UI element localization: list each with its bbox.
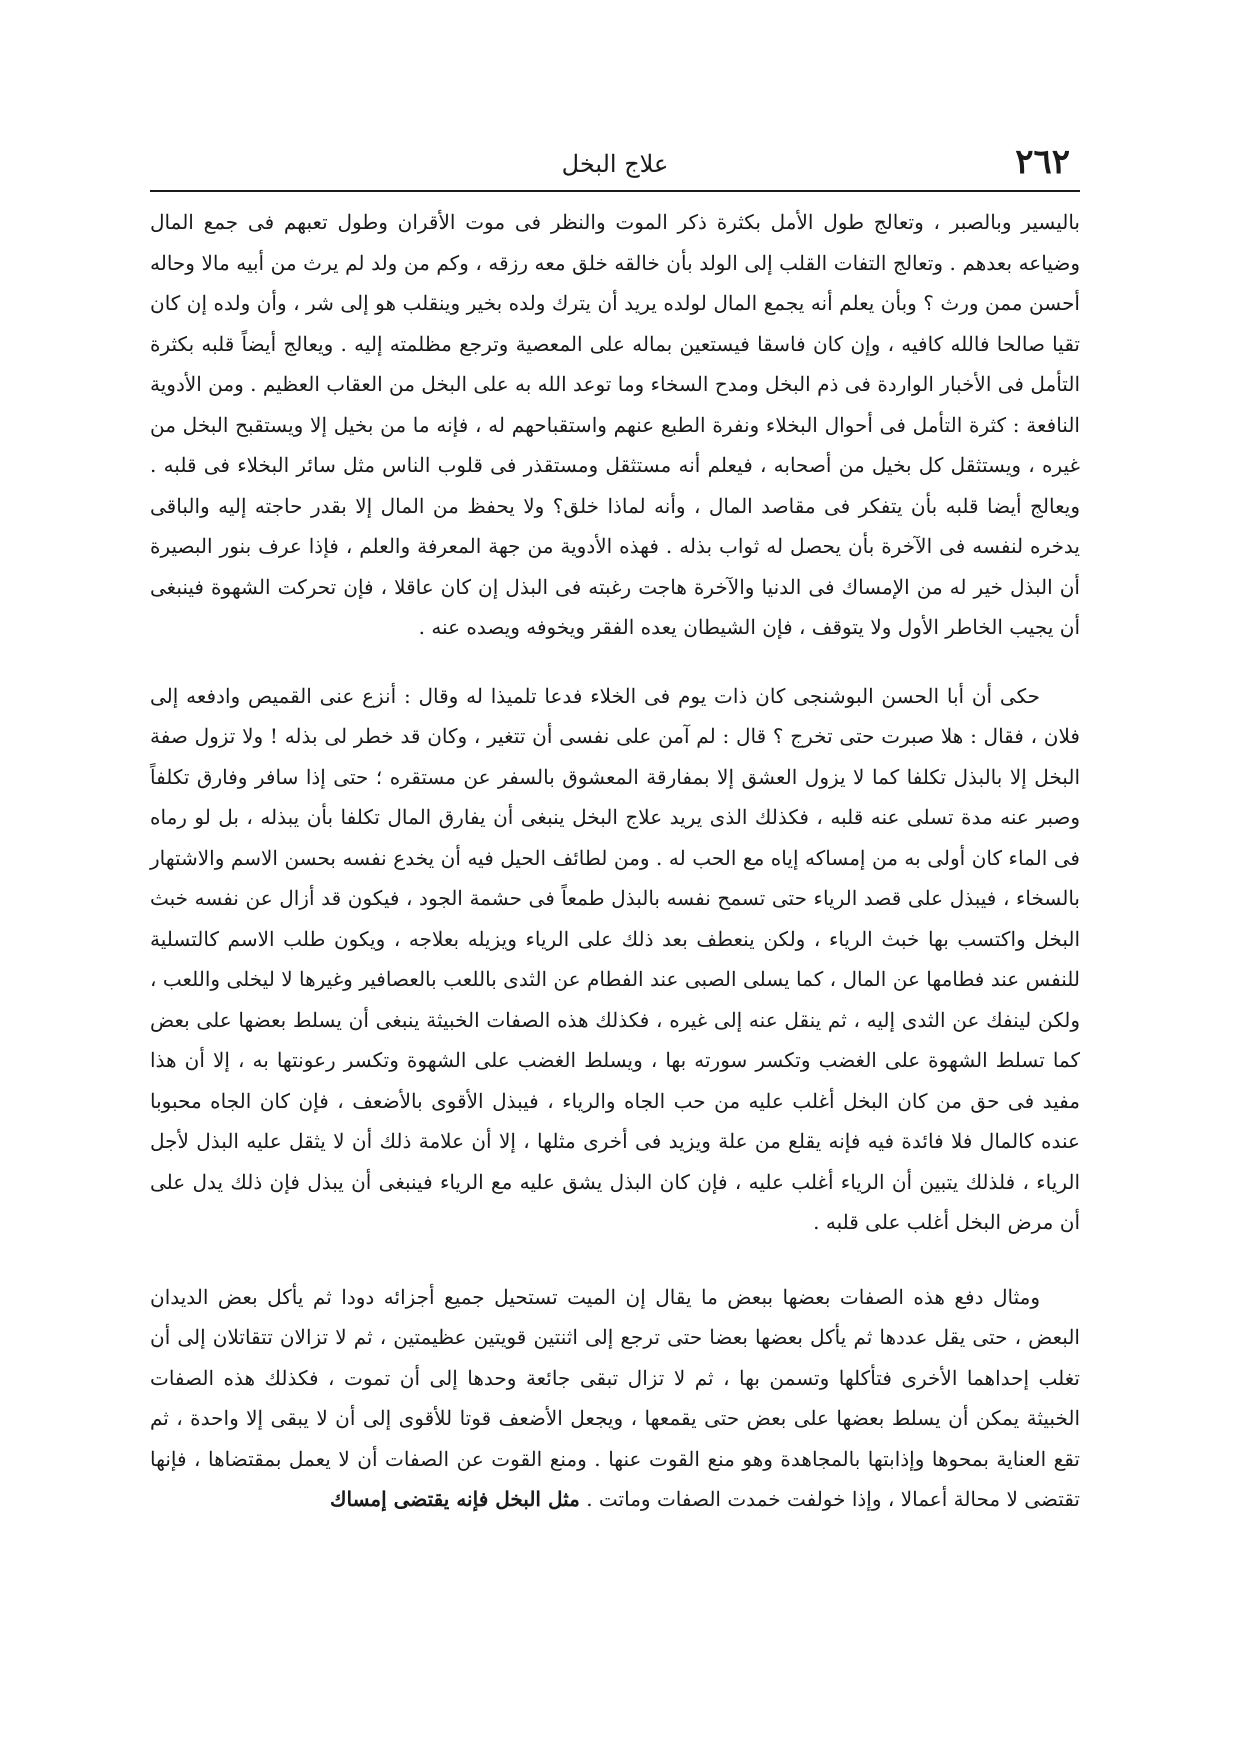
paragraph-3-text: ومثال دفع هذه الصفات بعضها ببعض ما يقال إن الميت تستحيل جميع أجزائه دودا ثم يأكل بعض الديدان البعض ، حتى يقل عددها ثم يأكل بعضها بعضا حتى ترجع إلى اثنتين قويتين عظيمتين ، ثم لا تزالان تتقاتلان إلى أن تغلب إحداهما الأخرى فتأكلها وتسمن بها ، ثم لا تزال تبقى جائعة وحدها إلى أن تموت ، فكذلك هذه الصفات الخبيثة يمكن أن يسلط بعضها على بعض حتى يقمعها ، ويجعل الأضعف قوتا للأقوى إلى أن لا يبقى إلا واحدة ، ثم تقع العناية بمحوها وإذابتها بالمجاهدة وهو منع القوت عنها . ومنع القوت عن الصفات أن لا يعمل بمقتضاها ، فإنها تقتضى لا محالة أعمالا ، وإذا خولفت خمدت الصفات وماتت . (150, 1284, 1080, 1511)
book-page (150, 140, 1080, 1720)
paragraph-2: حكى أن أبا الحسن البوشنجى كان ذات يوم فى الخلاء فدعا تلميذا له وقال : أنزع عنى القميص وادفعه إلى فلان ، فقال : هلا صبرت حتى تخرج ؟ قال : لم آمن على نفسى أن تتغير ، وكان قد خطر لى بذله ! ولا تزول صفة البخل إلا بالبذل تكلفا كما لا يزول العشق إلا بمفارقة المعشوق بالسفر عن مستقره ؛ حتى إذا سافر وفارق تكلفاً وصبر عنه مدة تسلى عنه قلبه ، فكذلك الذى يريد علاج البخل ينبغى أن يفارق المال تكلفا بأن يبذله ، بل لو رماه فى الماء كان أولى به من إمساكه إياه مع الحب له . ومن لطائف الحيل فيه أن يخدع نفسه بحسن الاسم والاشتهار بالسخاء ، فيبذل على قصد الرياء حتى تسمح نفسه بالبذل طمعاً فى حشمة الجود ، فيكون قد أزال عن نفسه خبث البخل واكتسب بها خبث الرياء ، ولكن ينعطف بعد ذلك على الرياء ويزيله بعلاجه ، ويكون طلب الاسم كالتسلية للنفس عند فطامها عن المال ، كما يسلى الصبى عند الفطام عن الثدى باللعب بالعصافير وغيرها لا ليخلى واللعب ، ولكن لينفك عن الثدى إليه ، ثم ينقل عنه إلى غيره ، فكذلك هذه الصفات الخبيثة ينبغى أن يسلط بعضها على بعض كما تسلط الشهوة على الغضب وتكسر سورته بها ، ويسلط الغضب على الشهوة وتكسر رعونتها به ، إلا أن هذا مفيد فى حق من كان البخل أغلب عليه من حب الجاه والرياء ، فيبذل الأقوى بالأضعف ، فإن كان الجاه محبوبا عنده كالمال فلا فائدة فيه فإنه يقلع من علة ويزيد فى أخرى مثلها ، إلا أن علامة ذلك أن لا يثقل عليه البذل لأجل الرياء ، فلذلك يتبين أن الرياء أغلب عليه ، فإن كان البذل يشق عليه مع الرياء فينبغى أن يبذل فإن ذلك يدل على أن مرض البخل أغلب على قلبه . (150, 683, 1081, 1234)
body-text (150, 202, 1080, 1520)
paragraph-3 (150, 1277, 1080, 1520)
running-title: علاج البخل (561, 150, 669, 178)
paragraph-3-bold-tail: مثل البخل فإنه يقتضى إمساك (329, 1487, 580, 1511)
page-header (150, 140, 1080, 192)
page-number: ٢٦٢ (1015, 142, 1070, 182)
paragraph-1: باليسير وبالصبر ، وتعالج طول الأمل بكثرة ذكر الموت والنظر فى موت الأقران وطول تعبهم فى جمع المال وضياعه بعدهم . وتعالج التفات القلب إلى الولد بأن خالقه خلق معه رزقه ، وكم من ولد لم يرث من أبيه مالا وحاله أحسن ممن ورث ؟ وبأن يعلم أنه يجمع المال لولده يريد أن يترك ولده بخير وينقلب هو إلى شر ، وأن ولده إن كان تقيا صالحا فالله كافيه ، وإن كان فاسقا فيستعين بماله على المعصية وترجع مظلمته إليه . ويعالج أيضاً قلبه بكثرة التأمل فى الأخبار الواردة فى ذم البخل ومدح السخاء وما توعد الله به على البخل من العقاب العظيم . ومن الأدوية النافعة : كثرة التأمل فى أحوال البخلاء ونفرة الطبع عنهم واستقباحهم له ، فإنه ما من بخيل إلا ويستقبح البخل من غيره ، ويستثقل كل بخيل من أصحابه ، فيعلم أنه مستثقل ومستقذر فى قلوب الناس مثل سائر البخلاء فى قلبه . ويعالج أيضا قلبه بأن يتفكر فى مقاصد المال ، وأنه لماذا خلق؟ ولا يحفظ من المال إلا بقدر حاجته إليه والباقى يدخره لنفسه فى الآخرة بأن يحصل له ثواب بذله . فهذه الأدوية من جهة المعرفة والعلم ، فإذا عرف بنور البصيرة أن البذل خير له من الإمساك فى الدنيا والآخرة هاجت رغبته فى البذل إن كان عاقلا ، فإن تحركت الشهوة فينبغى أن يجيب الخاطر الأول ولا يتوقف ، فإن الشيطان يعده الفقر ويخوفه ويصده عنه . (150, 210, 1080, 639)
